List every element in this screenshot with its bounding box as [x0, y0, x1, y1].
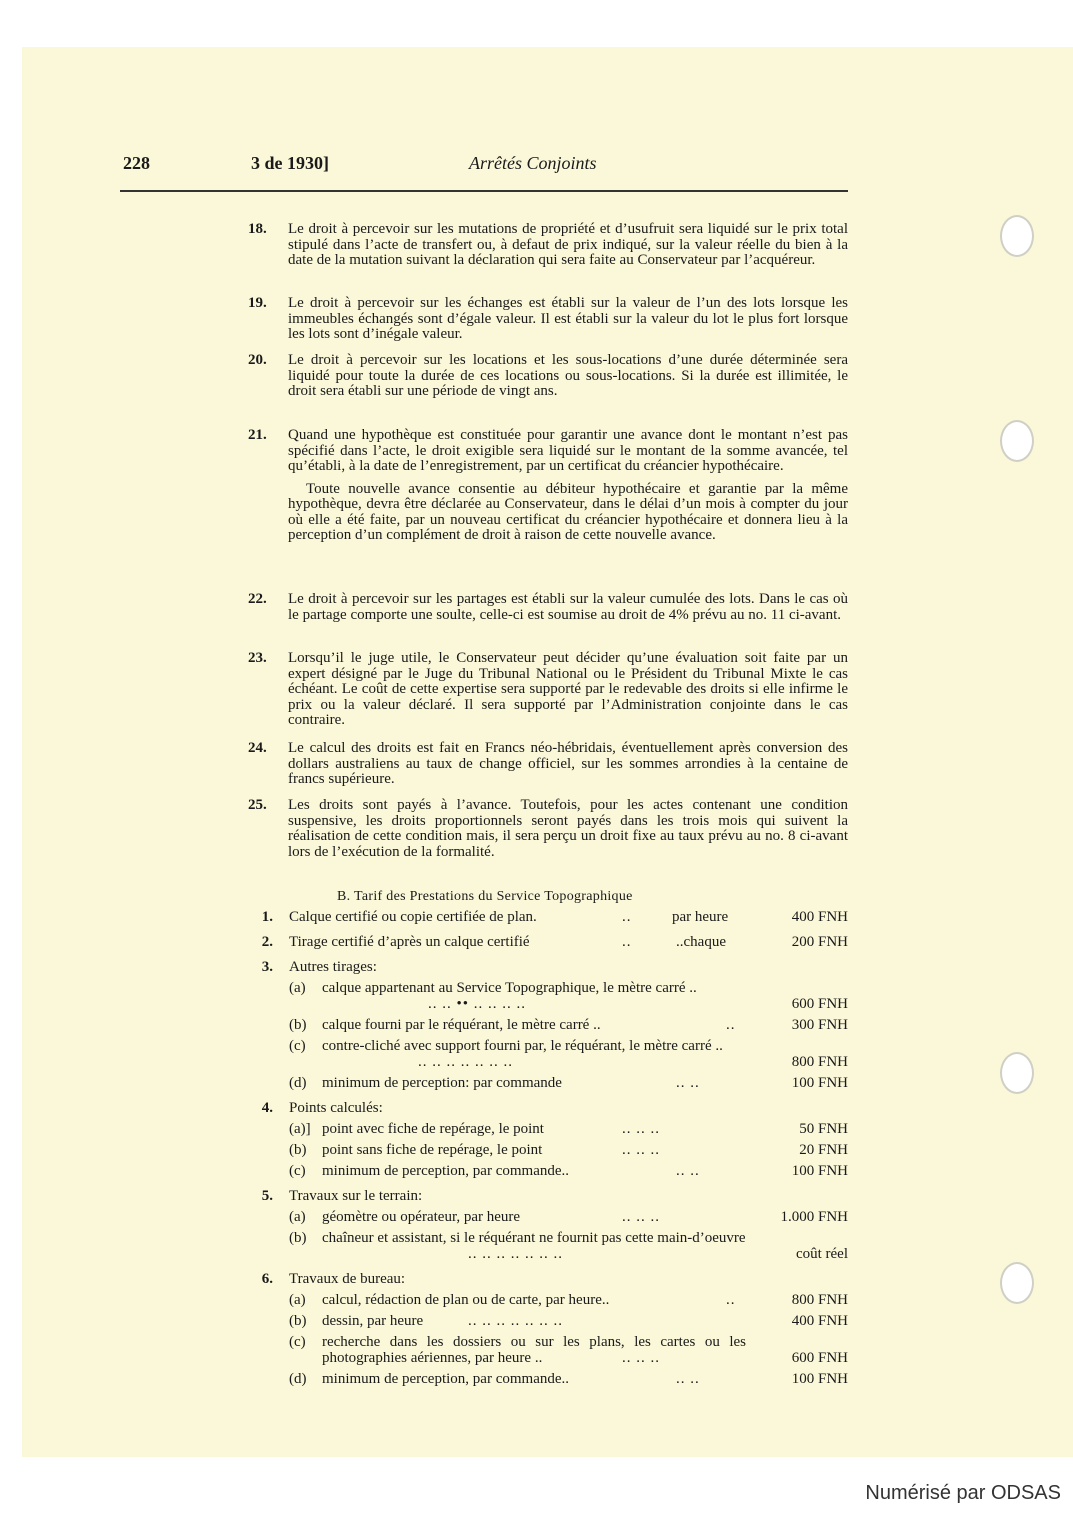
tariff-item-number: 3. — [261, 959, 273, 975]
tariff-unit: ..chaque — [676, 934, 726, 950]
header-rule — [120, 190, 848, 192]
tariff-price: 300 FNH — [791, 1017, 848, 1033]
punch-hole — [1000, 215, 1034, 257]
tariff-title: B. Tarif des Prestations du Service Topographique — [337, 889, 633, 904]
tariff-unit: par heure — [672, 909, 729, 925]
tariff-price: 400 FNH — [791, 909, 848, 925]
sub-item-label: (a)] — [289, 1121, 311, 1137]
article-number: 18. — [248, 221, 267, 237]
sub-item-text: point avec fiche de repérage, le point — [322, 1121, 544, 1137]
tariff-item-text: Tirage certifié d’après un calque certifié — [289, 934, 530, 950]
article-18 — [248, 222, 848, 269]
leader-dots: .. .. .. .. .. .. .. — [468, 1313, 563, 1329]
tariff-item-number: 1. — [261, 909, 273, 925]
tariff-item-text: Calque certifié ou copie certifiée de plan. — [289, 909, 537, 925]
article-text: Les droits sont payés à l’avance. Toutefois, pour les actes contenant une condition suspensive, les droits proportionnels seront payés dans les trois mois qui suivent la réalisation de cette condition mais, il sera perçu un droit fixe au taux prévu au no. 8 ci-avant lors de l’exécution de la formalité. — [288, 797, 848, 860]
header-reference: 3 de 1930] — [251, 153, 329, 173]
leader-dots: .. .. — [676, 1371, 700, 1387]
tariff-price: 800 FNH — [791, 1292, 848, 1308]
sub-item-label: (d) — [289, 1075, 307, 1091]
sub-item-text: recherche dans les dossiers ou sur les plans, les cartes ou les photographies aériennes, par heure .. — [322, 1334, 746, 1366]
sub-item-label: (c) — [289, 1334, 306, 1350]
tariff-price: 100 FNH — [791, 1163, 848, 1179]
article-21 — [248, 428, 848, 544]
article-number: 23. — [248, 650, 267, 666]
sub-item-label: (b) — [289, 1230, 307, 1246]
tariff-price: 100 FNH — [791, 1075, 848, 1091]
sub-item-text: calcul, rédaction de plan ou de carte, par heure.. — [322, 1292, 610, 1308]
tariff-item-heading: Autres tirages: — [289, 959, 377, 975]
tariff-item-number: 2. — [261, 934, 273, 950]
article-number: 19. — [248, 295, 267, 311]
sub-item-text: contre-cliché avec support fourni par, le réquérant, le mètre carré .. — [322, 1038, 723, 1054]
tariff-item-number: 6. — [261, 1271, 273, 1287]
article-text: Lorsqu’il le juge utile, le Conservateur peut décider qu’une évaluation soit faite par un expert désigné par le Juge du Tribunal National ou le Président du Tribunal Mixte le cas échéant. Le coût de cette expertise sera supporté par le redevable des droits si elle infirme le prix ou la valeur déclaré. Il sera supporté par l’Administration conjointe dans le cas contraire. — [288, 650, 848, 728]
punch-hole — [1000, 420, 1034, 462]
article-text-continued: Toute nouvelle avance consentie au débiteur hypothécaire et garantie par la même hypothèque, devra être déclarée au Conservateur, dans le délai d’un mois à compter du jour où elle a été faite, par un nouveau certificat du créancier hypothécaire et donnera lieu à la perception d’un complément de droit à raison de cette nouvelle avance. — [288, 480, 848, 543]
leader-dots: .. .. .. — [622, 1350, 660, 1366]
leader-dots: .. .. •• .. .. .. .. — [428, 996, 527, 1012]
sub-item-text: calque fourni par le réquérant, le mètre carré .. — [322, 1017, 601, 1033]
tariff-price: 100 FNH — [791, 1371, 848, 1387]
article-20 — [248, 353, 848, 400]
leader-dots: .. .. .. — [622, 1142, 660, 1158]
sub-item-label: (a) — [289, 1209, 306, 1225]
article-25 — [248, 798, 848, 860]
article-text: Le droit à percevoir sur les partages est établi sur la valeur cumulée des lots. Dans le cas où le partage comporte une soulte, celle-ci est soumise au droit de 4% prévu au no. 11 ci-avant. — [288, 591, 848, 623]
tariff-price: coût réel — [795, 1246, 848, 1262]
article-text: Le droit à percevoir sur les échanges est établi sur la valeur de l’un des lots lorsque les immeubles échangés sont d’égale valeur. Il est établi sur la valeur du lot le plus fort lorsque les lots sont d’inégale valeur. — [288, 295, 848, 342]
leader-dots: .. .. .. — [622, 1121, 660, 1137]
leader-dots: .. .. — [676, 1075, 700, 1091]
leader-dots: .. — [726, 1292, 736, 1308]
sub-item-label: (c) — [289, 1163, 306, 1179]
leader-dots: .. .. — [676, 1163, 700, 1179]
sub-item-label: (a) — [289, 980, 306, 996]
article-text: Le calcul des droits est fait en Francs néo-hébridais, éventuellement après conversion des dollars australiens au taux de change officiel, sur les sommes arrondies à la centaine de francs supérieure. — [288, 740, 848, 787]
tariff-price: 800 FNH — [791, 1054, 848, 1070]
page-title: Arrêtés Conjoints — [469, 153, 597, 173]
article-number: 20. — [248, 352, 267, 368]
article-24 — [248, 741, 848, 788]
tariff-item-number: 5. — [261, 1188, 273, 1204]
sub-item-label: (b) — [289, 1017, 307, 1033]
article-19 — [248, 296, 848, 343]
tariff-item-heading: Travaux de bureau: — [289, 1271, 406, 1287]
article-number: 21. — [248, 427, 267, 443]
tariff-item-number: 4. — [261, 1100, 273, 1116]
tariff-price: 20 FNH — [799, 1142, 848, 1158]
sub-item-label: (a) — [289, 1292, 306, 1308]
punch-hole — [1000, 1262, 1034, 1304]
sub-item-text: minimum de perception, par commande.. — [322, 1163, 570, 1179]
sub-item-label: (b) — [289, 1313, 307, 1329]
sub-item-label: (c) — [289, 1038, 306, 1054]
tariff-price: 50 FNH — [799, 1121, 848, 1137]
article-text: Quand une hypothèque est constituée pour garantir une avance dont le montant n’est pas spécifié dans l’acte, le droit exigible sera liquidé sur le montant de la somme avancée, tel qu’établi, à la date de l’enregistrement, par un certificat du créancier hypothécaire. — [288, 427, 848, 474]
sub-item-text: chaîneur et assistant, si le réquérant ne fournit pas cette main-d’oeuvre — [322, 1230, 746, 1246]
page-number: 228 — [123, 153, 150, 173]
digitization-credit: Numérisé par ODSAS — [865, 1482, 1061, 1504]
article-23 — [248, 651, 848, 729]
sub-item-text: point sans fiche de repérage, le point — [322, 1142, 543, 1158]
article-22 — [248, 592, 848, 623]
article-number: 25. — [248, 797, 267, 813]
sub-item-text: calque appartenant au Service Topographique, le mètre carré .. — [322, 980, 697, 996]
sub-item-label: (d) — [289, 1371, 307, 1387]
leader-dots: .. — [622, 909, 632, 925]
sub-item-text: minimum de perception: par commande — [322, 1075, 562, 1091]
tariff-item-heading: Travaux sur le terrain: — [289, 1188, 423, 1204]
leader-dots: .. — [726, 1017, 736, 1033]
punch-hole — [1000, 1052, 1034, 1094]
leader-dots: .. .. .. — [622, 1209, 660, 1225]
tariff-price: 400 FNH — [791, 1313, 848, 1329]
tariff-price: 600 FNH — [791, 1350, 848, 1366]
sub-item-text: minimum de perception, par commande.. — [322, 1371, 570, 1387]
article-text: Le droit à percevoir sur les locations et les sous-locations d’une durée déterminée sera liquidé pour toute la durée de ces locations ou sous-locations. Si la durée est illimitée, le droit sera établi sur une période de vingt ans. — [288, 352, 848, 399]
article-text: Le droit à percevoir sur les mutations de propriété et d’usufruit sera liquidé sur le prix total stipulé dans l’acte de transfert ou, à defaut de prix indiqué, sur la valeur réelle du bien à la date de la mutation suivant la déclaration qui sera faite au Conservateur par l’acquéreur. — [288, 221, 848, 268]
sub-item-label: (b) — [289, 1142, 307, 1158]
sub-item-text: géomètre ou opérateur, par heure — [322, 1209, 521, 1225]
article-number: 24. — [248, 740, 267, 756]
leader-dots: .. — [622, 934, 632, 950]
tariff-item-heading: Points calculés: — [289, 1100, 383, 1116]
tariff-price: 600 FNH — [791, 996, 848, 1012]
leader-dots: .. .. .. .. .. .. .. — [468, 1246, 563, 1262]
sub-item-text: dessin, par heure — [322, 1313, 424, 1329]
leader-dots: .. .. .. .. .. .. .. — [418, 1054, 513, 1070]
article-number: 22. — [248, 591, 267, 607]
tariff-price: 1.000 FNH — [780, 1209, 848, 1225]
tariff-price: 200 FNH — [791, 934, 848, 950]
